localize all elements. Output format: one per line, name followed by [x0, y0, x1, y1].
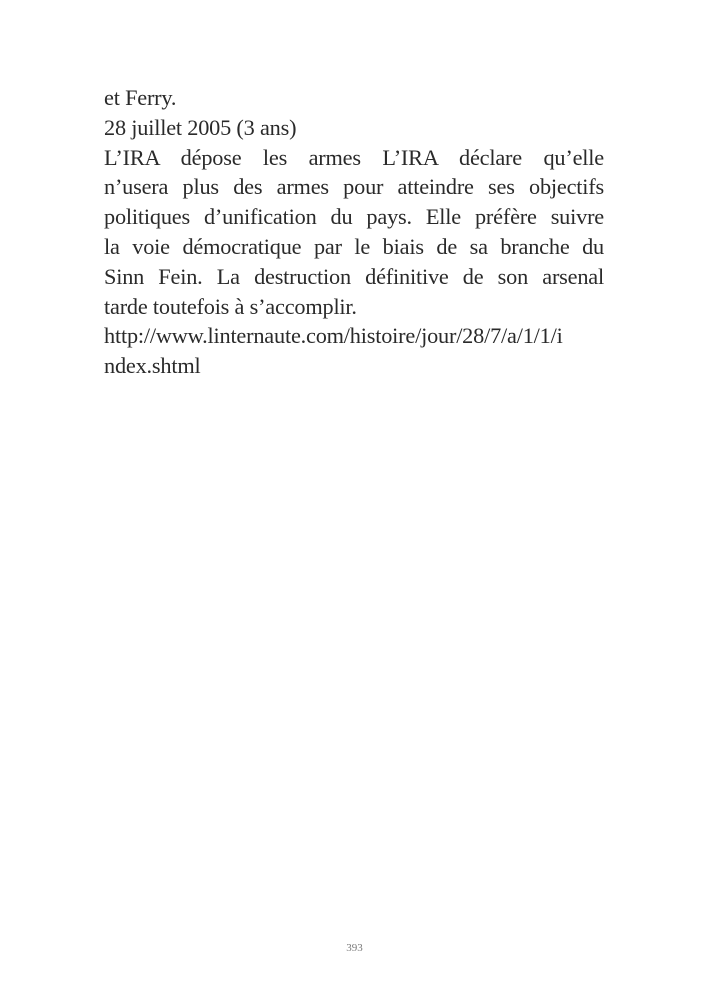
- paragraph-line: n’usera plus des armes pour atteindre ses objectifs: [104, 174, 604, 200]
- source-url: [104, 321, 604, 381]
- paragraph-line: tarde toutefois à s’accomplir.: [104, 293, 357, 319]
- paragraph-line: L’IRA dépose les armes L’IRA déclare qu’elle: [104, 144, 604, 170]
- date-heading: 28 juillet 2005 (3 ans): [104, 114, 297, 140]
- body-text: [104, 83, 604, 381]
- continuation-line: et Ferry.: [104, 85, 177, 110]
- url-line: http://www.linternaute.com/histoire/jour/28/7/a/1/1/i: [104, 323, 563, 349]
- paragraph-line: Sinn Fein. La destruction définitive de son arsenal: [104, 263, 604, 289]
- page-number: 393: [346, 942, 363, 954]
- paragraph-line: la voie démocratique par le biais de sa branche du: [104, 233, 604, 259]
- event-paragraph: [104, 143, 604, 322]
- url-line: ndex.shtml: [104, 353, 201, 379]
- paragraph-line: politiques d’unification du pays. Elle préfère suivre: [104, 204, 604, 230]
